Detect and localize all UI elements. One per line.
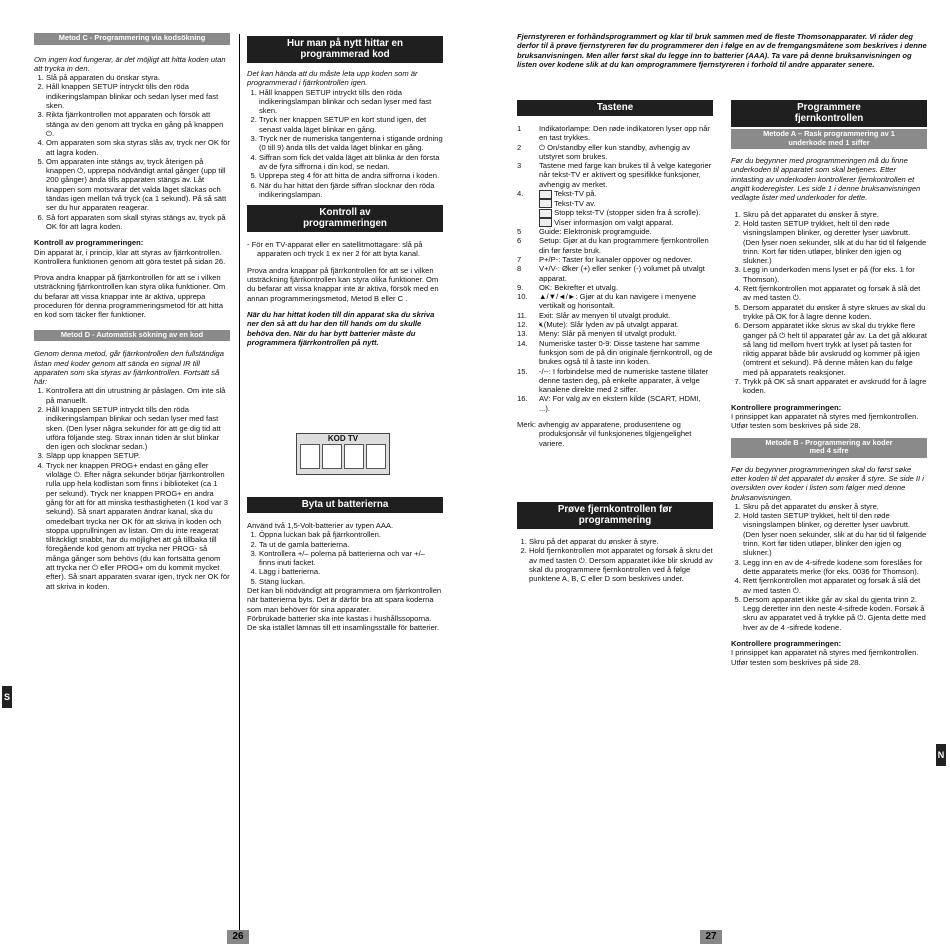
item-text: Tekst-TV på. bbox=[553, 189, 597, 199]
kontroll-prog-heading: Kontroll av programmeringen bbox=[247, 205, 443, 232]
metode-b-heading: Metode B - Programmering av koder med 4 sifre bbox=[731, 438, 927, 458]
kontroll-note: När du har hittat koden till din apparat ska du skriva ner den så att du har den till hands om du skulle behöva den. När du har bytt batterier måste du programmera fjärrkontrollen på nytt. bbox=[247, 309, 435, 347]
teletext-off-icon bbox=[539, 199, 552, 208]
list-item: 4. Siffran som fick det valda läget att blinka är den första av de fyra siffrorna i din kod, se nedan. bbox=[259, 153, 443, 172]
column-1 bbox=[34, 33, 230, 591]
list-item: 5. Dersom apparatet ikke går av skal du gjenta trinn 2. Legg deretter inn den neste 4-sifrede koden. Forsøk å skru av apparatet ved å trykke på ⏻. Gjenta dette med hver av de 4 -sifrede kodene. bbox=[743, 595, 927, 632]
item-text: Exit: Slår av menyen til utvalgt produkt. bbox=[539, 310, 671, 320]
metod-c-intro: Om ingen kod fungerar, är det möjligt att hitta koden utan att trycka in den. bbox=[34, 54, 226, 73]
list-item: 1. Öppna luckan bak på fjärrkontrollen. bbox=[259, 530, 443, 539]
list-item: 1. Kontrollera att din utrustning är påslagen. Om inte slå på manuellt. bbox=[46, 386, 230, 405]
column-divider bbox=[239, 34, 240, 936]
item-number: 5 bbox=[517, 227, 522, 237]
list-item: 1. Slå på apparaten du önskar styra. bbox=[46, 73, 230, 82]
list-item: 5. Om apparaten inte stängs av, tryck återigen på knappen ⏻, upprepa nödvändigt antal gånger (upp till 200 gånger) ända tills apparaten stängs av. Låt knappen som motsvarar det valda läget släckas och tändas igen mellan två tryck (ca 1 sekund). På så sätt ser du hur apparaten reagerar. bbox=[46, 157, 230, 213]
item-text: Guide: Elektronisk programguide. bbox=[539, 227, 652, 237]
column-3 bbox=[517, 100, 713, 448]
item-text: Tastene med farge kan brukes til å velge kategorier når tekst-TV er aktivert og spesifikke funksjoner, avhengig av merket. bbox=[539, 161, 712, 189]
item-number: 3 bbox=[517, 161, 522, 171]
metod-d-intro: Genom denna metod, går fjärrkontrollen den fullständiga listan med koder genom att sända en signal IR till apparaten som ska styras av fjärrkontrollen. Fortsätt så här: bbox=[34, 349, 224, 387]
metode-b-steps bbox=[731, 502, 927, 632]
item-text: Numeriske taster 0-9: Disse tastene har samme funksjon som de på din originale fjernkontroll, og de brukes også til å taste inn koden. bbox=[539, 338, 713, 367]
metode-a-heading: Metode A – Rask programmering av 1 underkode med 1 siffer bbox=[731, 129, 927, 149]
item-number: 13. bbox=[517, 329, 528, 339]
metod-c-heading: Metod C - Programmering via kodsökning bbox=[34, 33, 230, 45]
metode-b-intro: Før du begynner programmeringen skal du først søke etter koden til det apparatet du ønsker å styre. Se side II i oversikten over koder i listen som følger med denne bruksanvisningen. bbox=[731, 464, 924, 502]
item-number bbox=[517, 208, 539, 218]
list-item: 1. Skru på det apparatet du ønsker å styre. bbox=[743, 210, 927, 219]
list-item: 4. Om apparaten som ska styras slås av, tryck ner OK för att lagra koden. bbox=[46, 138, 230, 157]
kontroll-text: Din apparat är, i princip, klar att styras av fjärrkontrollen. Kontrollera funktionen genom att göra testet på sidan 26. bbox=[34, 247, 226, 266]
item-number: 10. bbox=[517, 292, 528, 302]
kontroll-heading: Kontroll av programmeringen: bbox=[34, 238, 144, 248]
item-text: Indikatorlampe: Den røde indikatoren lyser opp når en tast trykkes. bbox=[539, 124, 710, 143]
prove-heading: Prøve fjernkontrollen før programmering bbox=[517, 502, 713, 529]
list-item: 2. Håll knappen SETUP intryckt tills den röda indikeringslampan blinkar och sedan lyser med fast sken. bbox=[46, 82, 230, 110]
item-number: 7 bbox=[517, 254, 522, 264]
list-item: 1. Håll knappen SETUP intryckt tills den röda indikeringslampan blinkar och sedan lyser med fast sken. bbox=[259, 88, 443, 116]
batt-heading: Byta ut batterierna bbox=[247, 497, 443, 513]
item-number: 14. bbox=[517, 338, 528, 348]
item-text: -/--: I forbindelse med de numeriske tastene tillater denne tasten deg, på enkelte apparater, å velge kanalene direkte med 2 siffer. bbox=[539, 366, 709, 395]
batt-intro: Använd två 1,5-Volt-batterier av typen AAA. bbox=[247, 521, 394, 530]
item-text: V+/V-: Øker (+) eller senker (-) volumet på utvalgt apparat. bbox=[539, 264, 705, 283]
list-item: 3. Kontrollera +/– polerna på batterierna och var +/– finns inuti facket. bbox=[259, 549, 443, 568]
kontroll-para: Prova andra knappar på fjärrkontrollen för att se i vilken utsträckning fjärrkontrollen kan styra olika funktioner. Om du befarar att vissa knappar inte är aktiva, försök med en annan programmeringsmetod, Metod B eller C . bbox=[247, 265, 439, 303]
item-text: ⏻ On/standby eller kun standby, avhengig av utstyret som brukes. bbox=[539, 142, 691, 161]
teletext-on-icon bbox=[539, 190, 552, 199]
item-number: 12. bbox=[517, 320, 528, 330]
item-number: 4. bbox=[517, 189, 524, 199]
merk-note: Merk: avhengig av apparatene, produsentene og produksjonsår vil funksjonenes tilgjengelighet variere. bbox=[517, 420, 692, 448]
battery-section bbox=[247, 497, 443, 633]
norwegian-intro: Fjernstyreren er forhåndsprogrammert og klar til bruk sammen med de fleste Thomsonapparater. Vi råder deg derfor til å prøve fjernstyreren før du programmerer den i følge en av de fremgangsmåtene som beskrives i denne bruksanvisningen. Men aller først skal du legge inn to batterier (AAA). Ta vare på denne bruksanvisningen og listen over kodene slik at du kan omprogrammere fjernstyreren i forhold til andre apparater senere. bbox=[517, 32, 927, 69]
list-item: 3. Rikta fjärrkontrollen mot apparaten och försök att stänga av den genom att trycka en gång på knappen ⏻. bbox=[46, 110, 230, 138]
list-item: 5. Dersom apparatet du ønsker å styre skrues av skal du trykke på OK for å lagre denne koden. bbox=[743, 303, 927, 322]
item-number: 1 bbox=[517, 124, 522, 133]
item-number: 16. bbox=[517, 394, 528, 404]
prove-section bbox=[517, 502, 713, 583]
list-item: 4. Tryck ner knappen PROG+ endast en gång eller viloläge ⏻. Efter några sekunder börjar fjärrkontrollen rulla upp hela kodlistan som finns i biblioteket (ca 1 per sekund). Tryck ner knappen PROG+ en andra gång för att för att minska testhastigheten (1 kod var 3 sekund). Så snart apparaten ändrar kanal, ska du omedelbart trycka ner OK för att skriva in koden och stoppa upprullningen av listan. Om du inte reagerat tillräckligt snabbt, har du möjlighet att gå tillbaka till föregående kod genom att trycka ner PROG- så många gånger som behövs (du kan fortsätta genom att trycka ner ⏻ eller PROG+ om du kommit mycket efter). Så snart apparaten svarar igen, tryck ner OK för att skriva in koden. bbox=[46, 461, 230, 591]
list-item: 2. Håll knappen SETUP intryckt tills den röda indikeringslampan blinkar och sedan lyser med fast sken. (Den lyser några sekunder för att ge dig tid att utföra följande steg. Strax innan tiden är slut blinkar den igen och slocknar sedan.) bbox=[46, 405, 230, 451]
item-text: OK: Bekrefter et utvalg. bbox=[539, 282, 618, 292]
metode-a-intro: Før du begynner med programmeringen må du finne underkoden til apparatet som skal betjenes. Etter inntasting av underkoden kontrollerer fjernkontrollen et angitt koderegister. Les side 1 i denne bruksanvisningen vedlagte lister med underkoder for dette. bbox=[731, 156, 921, 203]
list-item: 4. Rett fjernkontrollen mot apparatet og forsøk å slå det av med tasten ⏻. bbox=[743, 284, 927, 303]
metode-a-steps bbox=[731, 210, 927, 396]
item-text: (Mute): Slår lyden av på utvalgt apparat. bbox=[543, 320, 679, 330]
tastene-heading: Tastene bbox=[517, 100, 713, 116]
list-item: 6. Så fort apparaten som skall styras stängs av, tryck på OK för att lagra koden. bbox=[46, 213, 230, 232]
list-item: 2. Hold fjernkontrollen mot apparatet og forsøk å skru det av med tasten ⏻. Dersom apparatet ikke blir skrudd av skal du programmere fjernkontrollen ved å følge punktene A, B, C eller D som beskrives under. bbox=[529, 546, 713, 583]
list-item: 1. Skru på det apparatet du ønsker å styre. bbox=[743, 502, 927, 511]
item-text: Tekst-TV av. bbox=[553, 198, 596, 208]
batt-p2: Förbrukade batterier ska inte kastas i hushållssoporna. De ska istället lämnas till ett insamlingsställe för batterier. bbox=[247, 613, 440, 633]
list-item: 4. Rett fjernkontrollen mot apparatet og forsøk å slå det av med tasten ⏻. bbox=[743, 576, 927, 595]
metod-d-steps bbox=[34, 386, 230, 591]
list-item: 5. Stäng luckan. bbox=[259, 577, 443, 586]
page-number-right: 27 bbox=[700, 930, 722, 944]
list-item: 1. Skru på det apparat du ønsker å styre. bbox=[529, 537, 713, 546]
info-icon bbox=[539, 218, 552, 227]
code-cell bbox=[322, 444, 342, 469]
list-item: 2. Hold tasten SETUP trykket, helt til den røde visningslampen blinker, og deretter lyser uavbrutt. (Den lyser noen sekunder, slik at du har tid til følgende trinn. Kort før tiden utløper, blinker den igjen og slukner.) bbox=[743, 219, 927, 265]
list-item: 2. Tryck ner knappen SETUP en kort stund igen, det senast valda läget blinkar en gång. bbox=[259, 115, 443, 134]
kontroll-b-heading: Kontrollere programmeringen: bbox=[731, 639, 842, 649]
item-number: 2 bbox=[517, 142, 522, 152]
kod-tv-label: KOD TV bbox=[327, 434, 359, 443]
list-item: 3. Legg in underkoden mens lyset er på (for eks. 1 for Thomson). bbox=[743, 265, 927, 284]
batt-p1: Det kan bli nödvändigt att programmera om fjärrkontrollen när batterierna byts. Det är därför bra att spara koderna som man behöver för sina apparater. bbox=[247, 586, 442, 614]
tastene-list bbox=[517, 124, 713, 413]
intro-block bbox=[517, 32, 927, 69]
code-cell bbox=[366, 444, 386, 469]
kod-tv-box bbox=[296, 433, 390, 475]
list-item: 6. När du har hittat den fjärde siffran slocknar den röda indikeringslampan. bbox=[259, 181, 443, 200]
list-item: 3. Legg inn en av de 4-sifrede kodene som foreslåes for dette apparatets merke (for eks. 0036 for Thomson). bbox=[743, 558, 927, 577]
nytt-intro: Det kan hända att du måste leta upp koden som är programmerad i fjärrkontrollen igen. bbox=[247, 69, 418, 88]
metod-d-heading: Metod D - Automatisk sökning av en kod bbox=[34, 330, 230, 342]
list-item: 4. Lägg i batterierna. bbox=[259, 567, 443, 576]
metod-c-para: Prova andra knappar på fjärrkontrollen för att se i vilken utsträckning fjärrkontrollen kan styra olika funktioner. Om du befarar att vissa knappar inte är aktiva, upprepa proceduren för denna programmeringsmetod för att hitta en kod som täcker fler funktioner. bbox=[34, 273, 226, 320]
kontroll-a-heading: Kontrollere programmeringen: bbox=[731, 402, 842, 412]
metod-c-steps bbox=[34, 73, 230, 231]
teletext-hold-icon bbox=[539, 209, 552, 218]
item-text: P+/P-: Taster for kanaler oppover og nedover. bbox=[539, 254, 693, 264]
batt-steps bbox=[247, 530, 443, 586]
item-number bbox=[517, 199, 539, 209]
item-text: Stopp tekst-TV (stopper siden fra å scrolle). bbox=[554, 208, 701, 218]
nytt-heading: Hur man på nytt hittar en programmerad kod bbox=[247, 36, 443, 63]
item-text: Viser informasjon om valgt apparat. bbox=[554, 217, 674, 227]
item-number: 9. bbox=[517, 282, 524, 292]
kontroll-b-text: I prinsippet kan apparatet nå styres med fjernkontrollen. Utfør testen som beskrives på side 28. bbox=[731, 648, 919, 667]
prog-heading: Programmere fjernkontrollen bbox=[731, 100, 927, 127]
list-item: 6. Dersom apparatet ikke skrus av skal du trykke flere ganger på ⏻ helt til apparatet går av. La det gå akkurat så lang tid mellom hvert trykk at lyset på tasten for riktig apparat både blir avskrudd og kommer på igjen (omtrent et sekund). På denne måten kan du følge med på apparatets reaksjoner. bbox=[743, 321, 927, 377]
list-item: 3. Släpp upp knappen SETUP. bbox=[46, 451, 230, 460]
kontroll-bullet: För en TV-apparat eller en satellitmottagare: slå på apparaten och tryck 1 ex ner 2 för att byta kanal. bbox=[251, 240, 423, 259]
language-tab-n: N bbox=[936, 744, 946, 766]
list-item: 5. Upprepa steg 4 för att hitta de andra siffrorna i koden. bbox=[259, 171, 443, 180]
mute-icon: 🔇︎ bbox=[539, 320, 544, 330]
item-text: ▲/▼/◄/►: Gjør at du kan navigere i menyene vertikalt og horisontalt. bbox=[539, 292, 697, 311]
list-item: 7. Trykk på OK så snart apparatet er avskrudd for å lagre koden. bbox=[743, 377, 927, 396]
column-2: Hur man på nytt hittar en programmerad kod Det kan hända att du måste leta upp koden som är programmerad i fjärrkontrollen igen. 1. Håll knappen SETUP intryckt tills den röda indikeringslampan blinkar och sedan lyser med fast sken. 2. Tryck ner knappen SETUP en kort stund igen, det senast valda läget blinkar en gång. 3. Tryck ner de numeriska tangenterna i stigande ordning (0 till 9) ända tills det valda läget blinkar en gång. 4. Siffran som fick det valda läget att blinka är den första av de fyra siffrorna i din kod, se nedan. 5. Upprepa steg 4 för att hitta de andra siffrorna i koden. 6. När du har hittat den fjärde siffran slocknar den röda indikeringslampan. Kontroll av programmeringen - För en TV-apparat eller en satellitmottagare: slå på apparaten och tryck 1 ex ner 2 för att byta kanal. Prova andra knappar på fjärrkontrollen för att se i vilken utsträckning fjärrkontrollen kan styra olika funktioner. Om du befarar att vissa knappar inte är aktiva, försök med en annan programmeringsmetod, Metod B eller C . När du har hittat koden till din apparat ska du skriva ner den så att du har den till hands om du skulle behöva den. När du har bytt batterier måste du programmera fjärrkontrollen på nytt. bbox=[247, 36, 443, 347]
item-text: AV: For valg av en ekstern kilde (SCART, HDMI, ...). bbox=[539, 394, 701, 413]
item-number: 6 bbox=[517, 236, 522, 246]
list-item: 2. Ta ut de gamla batterierna. bbox=[259, 540, 443, 549]
nytt-steps bbox=[247, 88, 443, 200]
page-number-left: 26 bbox=[227, 930, 249, 944]
item-number: 8 bbox=[517, 264, 522, 274]
item-number: 11. bbox=[517, 310, 527, 320]
kontroll-a-text: I prinsippet kan apparatet nå styres med fjernkontrollen. Utfør testen som beskrives på side 28. bbox=[731, 411, 919, 431]
code-cell bbox=[344, 444, 364, 469]
item-number bbox=[517, 218, 539, 228]
language-tab-s: S bbox=[2, 686, 12, 708]
item-text: Meny: Slår på menyen til utvalgt produkt. bbox=[539, 329, 677, 339]
list-item: 2. Hold tasten SETUP trykket, helt til den røde visningslampen blinker, og deretter lyser uavbrutt. (Den lyser noen sekunder, slik at du har tid til følgende trinn. Kort før tiden utløper, blinker den igjen og slukner.) bbox=[743, 511, 927, 557]
item-number: 15. bbox=[517, 366, 528, 376]
item-text: Setup: Gjør at du kan programmere fjernkontrollen din før første bruk. bbox=[539, 236, 709, 255]
code-cell bbox=[300, 444, 320, 469]
prove-steps bbox=[517, 537, 713, 583]
column-4 bbox=[731, 100, 927, 667]
list-item: 3. Tryck ner de numeriska tangenterna i stigande ordning (0 till 9) ända tills det valda läget blinkar en gång. bbox=[259, 134, 443, 153]
